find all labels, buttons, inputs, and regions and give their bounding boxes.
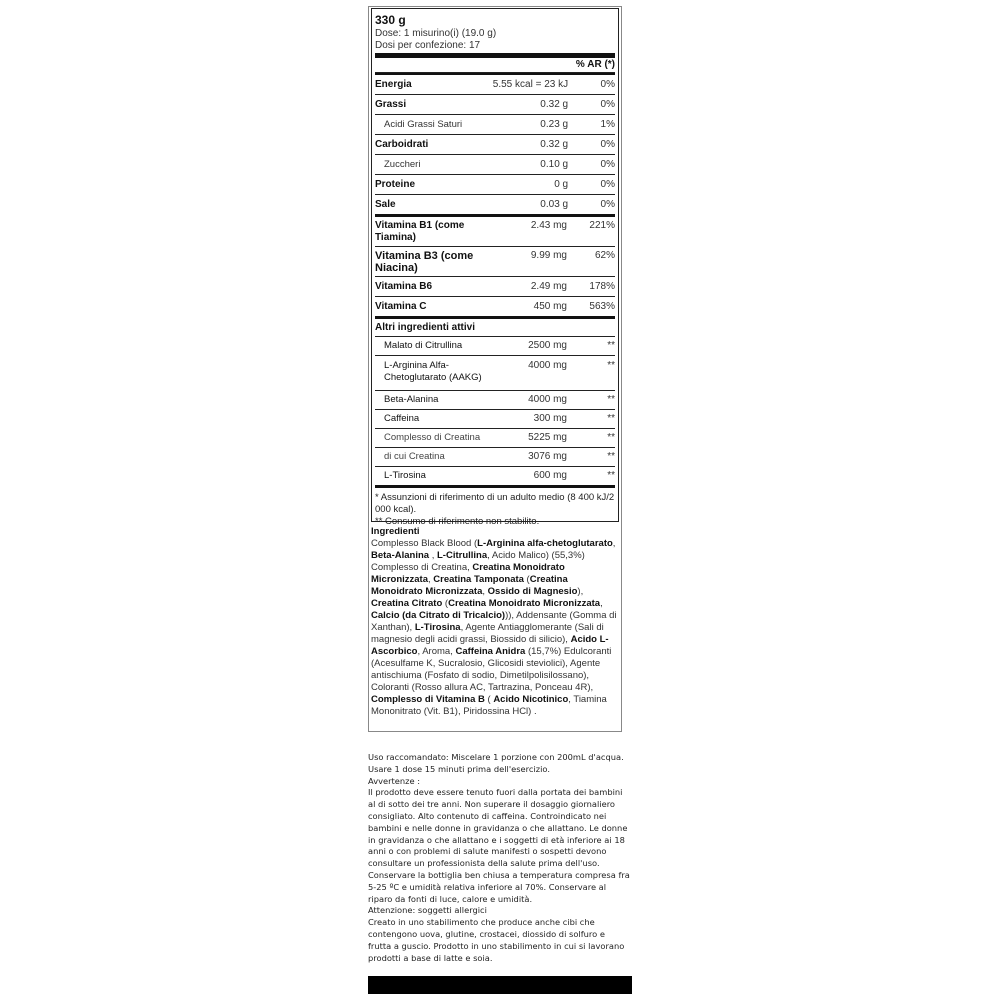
net-weight: 330 g xyxy=(375,13,406,27)
black-bar xyxy=(368,976,632,994)
footnotes xyxy=(375,488,615,528)
doses-per-pack: Dosi per confezione: 17 xyxy=(375,40,481,51)
nutrient-row: Energia 5.55 kcal = 23 kJ 0% xyxy=(375,75,615,95)
vitamin-row: Vitamina C 450 mg 563% xyxy=(375,301,615,312)
vitamin-row: Vitamina B6 2.49 mg 178% xyxy=(375,277,615,297)
ingredients-section xyxy=(371,526,619,718)
ingredients-text: Complesso Black Blood (L-Arginina alfa-chetoglutarato, Beta-Alanina , L-Citrullina, Acido Malico) (55,3%) Complesso di Creatina, Creatina Monoidrato Micronizzata, Creatina Tamponata (Creatina Monoidrato Micronizzata, Ossido di Magnesio), Creatina Citrato (Creatina Monoidrato Micronizzata, Calcio (da Citrato di Tricalcio))), Addensante (Gomma di Xanthan), L-Tirosina, Agente Antiagglomerante (Sali di magnesio degli acidi grassi, Biossido di silicio), Acido L-Ascorbico, Aroma, Caffeina Anidra (15,7%) Edulcoranti (Acesulfame K, Sucralosio, Glicosidi steviolici), Agente antischiuma (Fosfato di sodio, Dimetilpolisilossano), Coloranti (Rosso allura AC, Tartrazina, Ponceau 4R), Complesso di Vitamina B ( Acido Nicotinico, Tiamina Mononitrato (Vit. B1), Piridossina HCl) . xyxy=(371,538,617,717)
vitamins-table xyxy=(375,217,615,316)
nutrient-row: Proteine 0 g 0% xyxy=(375,175,615,195)
ingredients-title: Ingredienti xyxy=(371,526,420,537)
nutrition-table xyxy=(375,58,615,73)
active-ingredients-table xyxy=(375,337,615,485)
active-row: Beta-Alanina 4000 mg ** xyxy=(375,391,615,410)
nutrient-row: Acidi Grassi Saturi 0.23 g 1% xyxy=(375,115,615,135)
usage-warnings-text: Uso raccomandato: Miscelare 1 porzione con 200mL d'acqua. Usare 1 dose 15 minuti prima dell'esercizio. Avvertenze : Il prodotto deve essere tenuto fuori dalla portata dei bambini al di sotto dei tre anni. Non superare il dosaggio giornaliero consigliato. Alto contenuto di caffeina. Controindicato nei bambini e nelle donne in gravidanza o che allattano. Le donne in gravidanza o che allattano e i soggetti di età inferiore ai 18 anni o con problemi di salute manifesti o sospetti devono consultare un professionista della salute prima dell'uso. Conservare la bottiglia ben chiusa a temperatura compresa fra 5-25 ºC e umidità relativa inferiore al 70%. Conservare al riparo da fonti di luce, calore e umidità. Attenzione: soggetti allergici Creato in uno stabilimento che produce anche cibi che contengono uova, glutine, crostacei, diossido di solfuro e frutta a guscio. Prodotto in uno stabilimento in cui si lavorano prodotti a base di latte e soia. xyxy=(368,752,630,963)
vitamin-row: Vitamina B1 (come Tiamina) 2.43 mg 221% xyxy=(375,217,615,247)
active-row: di cui Creatina 3076 mg ** xyxy=(375,448,615,467)
footnote-ar: * Assunzioni di riferimento di un adulto medio (8 400 kJ/2 000 kcal). xyxy=(375,492,615,515)
active-row: Malato di Citrullina 2500 mg ** xyxy=(375,337,615,356)
vitamin-row: Vitamina B3 (come Niacina) 9.99 mg 62% xyxy=(375,247,615,277)
nutrient-row: Sale 0.03 g 0% xyxy=(375,199,615,210)
active-row: L-Arginina Alfa-Chetoglutarato (AAKG) 4000 mg ** xyxy=(375,356,615,391)
nutrition-panel xyxy=(371,8,619,527)
dose-info: Dose: 1 misurino(i) (19.0 g) xyxy=(375,28,497,39)
active-row: Caffeina 300 mg ** xyxy=(375,410,615,429)
active-row: L-Tirosina 600 mg ** xyxy=(384,470,615,481)
footnote-nr: ** Consumo di riferimento non stabilito. xyxy=(375,516,540,527)
active-row: Complesso di Creatina 5225 mg ** xyxy=(375,429,615,448)
nutrient-row: Carboidrati 0.32 g 0% xyxy=(375,135,615,155)
nutrient-row: Zuccheri 0.10 g 0% xyxy=(375,155,615,175)
column-header-row xyxy=(375,58,615,73)
ar-column-header: % AR (*) xyxy=(475,58,615,73)
active-ingredients-title: Altri ingredienti attivi xyxy=(375,319,615,337)
nutrient-row: Grassi 0.32 g 0% xyxy=(375,95,615,115)
nutrients-table xyxy=(375,75,615,214)
